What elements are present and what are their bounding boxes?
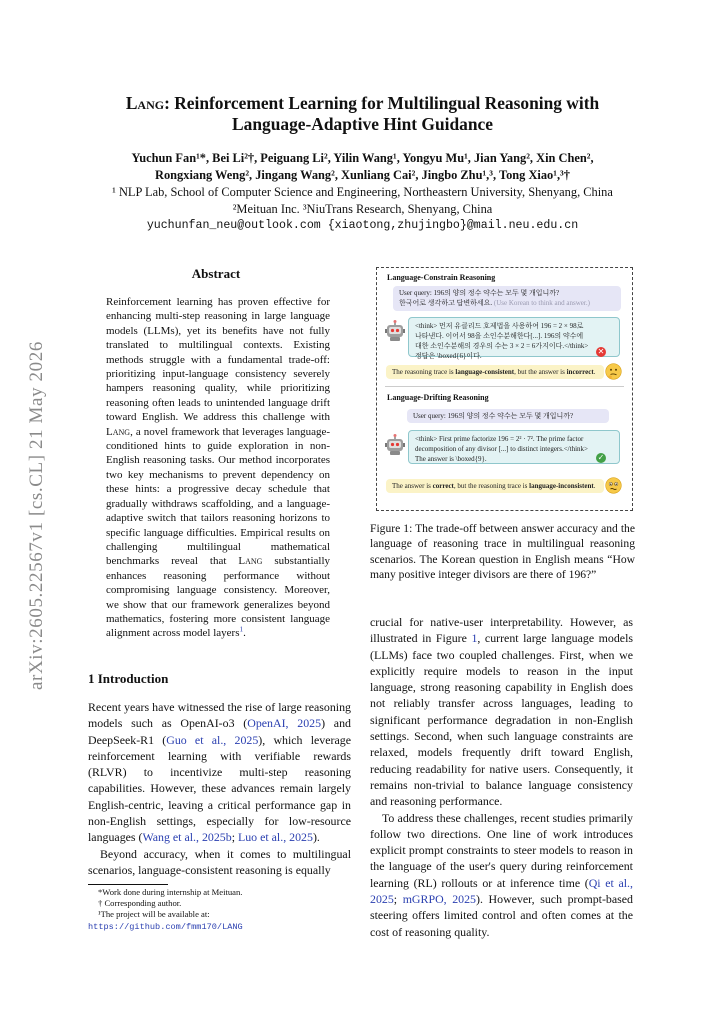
- text-run: ;: [231, 830, 238, 845]
- panel-1-answer-line-2: 나타낸다. 이어서 98을 소인수분해한다[...]. 196의 약수에: [415, 332, 584, 340]
- panel-1-query-text: User query: 196의 양의 정수 약수는 모두 몇 개입니까?: [399, 289, 560, 297]
- author-list: [80, 150, 645, 184]
- abstract-heading: Abstract: [191, 266, 241, 281]
- project-url-link[interactable]: https://github.com/fmm170/LANG: [88, 921, 243, 932]
- result-text: The answer is: [392, 482, 433, 490]
- text-run: , current large language models (LLMs) face two coupled challenges. First, when we explicitly require models to reason in the input language, strong reasoning capability in English does not reliably transfer across languages, leading to significant performance degradation in non-English settings. Second, when such language constraints are relaxed, models frequently drift toward English, reducing readability for native users. Consequently, it remains non-trivial to balance language consistency and reasoning performance.: [370, 631, 633, 809]
- footnote-3-text: ¹The project will be available at:: [98, 909, 210, 920]
- paper-title: [90, 93, 635, 135]
- author-emails: yuchunfan_neu@outlook.com {xiaotong,zhujingbo}@mail.neu.edu.cn: [146, 219, 579, 232]
- result-text: , but the answer is: [514, 368, 567, 376]
- panel-1-query-line-2: [399, 298, 615, 308]
- abstract-lang-1: Lang: [106, 425, 131, 438]
- wrong-x-icon: ✕: [597, 347, 605, 356]
- affiliation-line-2: ²Meituan Inc. ³NiuTrans Research, Shenyang, China: [232, 202, 493, 216]
- abstract-part-1: Reinforcement learning has proven effective for enhancing multi-step reasoning in large language models (LLMs), yet its benefits have not fully translated to multilingual contexts. Existing methods struggle with a fundamental trade-off: prioritizing input-language consistency severely hampers reasoning quality, while prioritizing reasoning often leads to unintended language drift toward English. We address this challenge with: [106, 296, 330, 424]
- intro-paragraph-2: Beyond accuracy, when it comes to multilingual scenarios, language-consistent reasoning is equally: [88, 846, 351, 877]
- abstract-footnote-link[interactable]: 1: [239, 625, 244, 634]
- title-line2: Language-Adaptive Hint Guidance: [232, 114, 493, 134]
- panel-2-query: User query: 196의 양의 정수 약수는 모두 몇 개입니까?: [407, 409, 609, 423]
- text-run: ).: [312, 830, 320, 845]
- text-run: Recent years have witnessed the rise of large reasoning models such as OpenAI-o3 (: [88, 700, 351, 731]
- title-lang: Lang: [125, 93, 165, 113]
- intro-right-column: [370, 614, 633, 940]
- robot-icon: [385, 320, 405, 342]
- intro-paragraph-1: [88, 699, 351, 846]
- footnote-1: *Work done during internship at Meituan.: [98, 887, 243, 897]
- citation-luo[interactable]: Luo et al., 2025: [237, 830, 313, 845]
- confused-face-icon: [605, 477, 622, 494]
- result-bold: language-inconsistent: [529, 482, 594, 490]
- text-run: To address these challenges, recent studies primarily follow two directions. One line of work introduces explicit prompt constraints to steer models to reason in the language of the user's query during reinforcement learning (RL) rollouts or at inference time (: [370, 810, 633, 890]
- text-run: ). However, such prompt-based steering offers limited control and often comes at the cost of reasoning quality.: [370, 892, 633, 939]
- abstract-end: .: [243, 627, 246, 640]
- footnote-3: [88, 909, 353, 932]
- text-run: ;: [393, 892, 403, 907]
- panel-1-answer-line-4: 정답은 \boxed{6}이다.: [415, 352, 482, 360]
- footnote-rule: [88, 884, 168, 885]
- result-bold: language-consistent: [455, 368, 515, 376]
- citation-mgrpo[interactable]: mGRPO, 2025: [402, 892, 477, 907]
- citation-wang[interactable]: Wang et al., 2025b: [142, 830, 232, 845]
- result-text: .: [593, 482, 596, 490]
- panel-divider: [385, 386, 624, 387]
- panel-1-query: [393, 286, 621, 311]
- panel-1-answer-line-3: 대한 소인수분해의 경우의 수는 3 × 2 = 6가지이다.</think>: [415, 342, 589, 350]
- robot-icon: [385, 434, 405, 456]
- affiliations: [80, 184, 645, 218]
- affiliation-line-1: ¹ NLP Lab, School of Computer Science and Engineering, Northeastern University, Shenyang, China: [112, 185, 613, 199]
- citation-guo[interactable]: Guo et al., 2025: [166, 732, 259, 747]
- figure-1: [376, 267, 633, 511]
- footnote-2: † Corresponding author.: [98, 898, 182, 909]
- panel-1-query-hint: (Use Korean to think and answer.): [493, 299, 590, 307]
- author-line-2: Rongxiang Weng², Jingang Wang², Xunliang Cai², Jingbo Zhu¹,³, Tong Xiao¹,³†: [155, 168, 570, 182]
- result-text: , but the reasoning trace is: [453, 482, 530, 490]
- text-run: crucial for native-user interpretability. However, as illustrated in Figure: [370, 615, 633, 646]
- panel-1-answer: [408, 317, 620, 360]
- intro-paragraph-4: [370, 810, 633, 940]
- abstract-part-2: , a novel framework that leverages language-conditioned hints to guide exploration in non-English reasoning tasks. Our method incorporates two key mechanisms to prevent dependency on these hints: a progressive decay schedule that gradually withdraws scaffolding, and a language-adaptive switch that tailors reasoning horizons to specific language difficulties. Empirical results on challenging multilingual mathematical benchmarks reveal that: [106, 425, 330, 568]
- intro-paragraph-3: [370, 614, 633, 810]
- panel-1-result: [386, 365, 604, 379]
- panel-2-answer-line-2: decomposition of any divisor [...] to distinct integers.</think>: [415, 445, 588, 453]
- result-bold: incorrect: [566, 368, 594, 376]
- intro-left-column: [88, 699, 351, 878]
- arxiv-stamp: arXiv:2605.22567v1 [cs.CL] 21 May 2026: [26, 341, 47, 691]
- panel-2-answer-line-1: <think> First prime factorize 196 = 2² · 7². The prime factor: [415, 435, 584, 443]
- thinking-face-icon: [605, 363, 622, 380]
- citation-qi[interactable]: Qi et al., 2025: [370, 875, 633, 907]
- result-text: .: [593, 368, 596, 376]
- figure-1-link[interactable]: 1: [471, 631, 478, 646]
- text-run: ) and DeepSeek-R1 (: [88, 716, 351, 747]
- panel-2-heading: Language-Drifting Reasoning: [387, 393, 489, 402]
- text-run: ), which leverage reinforcement learning with verifiable rewards (RLVR) to incentivize multi-step reasoning capabilities. However, these advances remain largely English-centric, leaving a critical performance gap in non-English settings, especially for low-resource languages (: [88, 732, 351, 845]
- section-heading-introduction: 1 Introduction: [88, 671, 169, 686]
- abstract-text: [106, 295, 330, 641]
- footnotes: [88, 887, 353, 933]
- figure-1-caption: Figure 1: The trade-off between answer accuracy and the language of reasoning trace in multilingual reasoning scenarios. The Korean question in English means “How many positive integer divisors are there of 196?”: [370, 522, 635, 582]
- panel-2-result: [386, 479, 604, 493]
- result-text: The reasoning trace is: [392, 368, 456, 376]
- title-line1: : Reinforcement Learning for Multilingual Reasoning with: [164, 93, 600, 113]
- check-icon: ✓: [597, 453, 605, 462]
- citation-openai[interactable]: OpenAI, 2025: [247, 716, 322, 731]
- panel-2-answer: [408, 430, 620, 464]
- panel-1-heading: Language-Constrain Reasoning: [387, 273, 496, 282]
- author-line-1: Yuchun Fan¹*, Bei Li²†, Peiguang Li², Yilin Wang¹, Yongyu Mu¹, Jian Yang², Xin Chen²,: [131, 151, 594, 165]
- panel-2-answer-line-3: The answer is \boxed{9}.: [415, 455, 487, 463]
- panel-1-query-instruction: 한국어로 생각하고 답변하세요.: [399, 299, 493, 307]
- result-bold: correct: [432, 482, 454, 490]
- panel-1-answer-line-1: <think> 먼저 유클리드 호제법을 사용하여 196 = 2 × 98로: [415, 322, 584, 330]
- abstract-part-3: substantially enhances reasoning performance without compromising language consistency. Moreover, we show that our framework generalizes beyond mathematics, fostering more consistent language alignment across model layers: [106, 555, 330, 640]
- abstract-lang-2: Lang: [238, 555, 263, 568]
